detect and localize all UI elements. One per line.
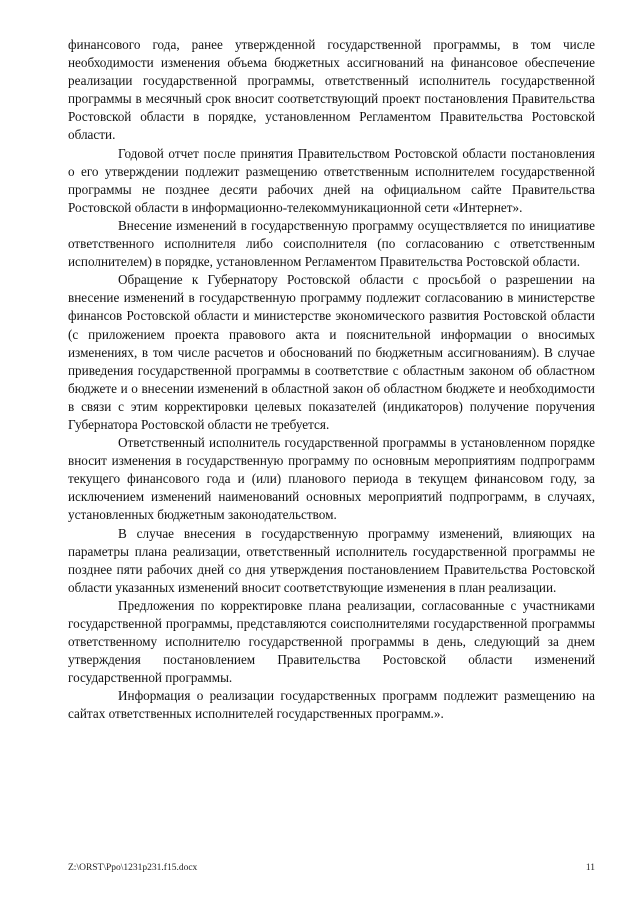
page-number: 11 (585, 863, 595, 873)
paragraph-continuation: финансового года, ранее утвержденной государственной программы, в том числе необходимости изменения объема бюджетных ассигнований на финансовое обеспечение реализации государственной программы, ответственный исполнитель государственной программы в месячный срок вносит соответствующий проект постановления Правительства Ростовской области в порядке, установленном Регламентом Правительства Ростовской области. (68, 37, 595, 143)
paragraph-executor-changes: Ответственный исполнитель государственной программы в установленном порядке вносит изменения в государственную программу по основным мероприятиям подпрограмм текущего финансового года и (или) планового периода в текущем финансовом году, за исключением изменений наименований основных мероприятий подпрограмм, в случаях, установленных бюджетным законодательством. (68, 435, 595, 523)
paragraph-plan-correction-proposals: Предложения по корректировке плана реализации, согласованные с участниками государственной программы, представляются соисполнителями государственной программы ответственному исполнителю государственной программы в день, следующий за днем утверждения постановлением Правительства Ростовской области изменений государственной программы. (68, 597, 595, 686)
paragraph-publication-info: Информация о реализации государственных программ подлежит размещению на сайтах ответственных исполнителей государственных программ.». (68, 688, 595, 722)
document-body (68, 36, 595, 724)
paragraph-annual-report: Годовой отчет после принятия Правительством Ростовской области постановления о его утверждении подлежит размещению ответственным исполнителем государственной программы не позднее десяти рабочих дней на официальном сайте Правительства Ростовской области в информационно-телекоммуникационной сети «Интернет». (68, 145, 595, 215)
footer-file-path: Z:\ORST\Ppo\1231p231.f15.docx (68, 863, 198, 873)
paragraph-governor-request: Обращение к Губернатору Ростовской области с просьбой о разрешении на внесение изменений в государственную программу подлежит согласованию в министерстве финансов Ростовской области и министерстве экономического развития Ростовской области (с приложением проекта правового акта и пояснительной информации о вносимых изменениях, в том числе расчетов и обоснований по бюджетным ассигнованиям). В случае приведения государственной программы в соответствие с областным законом об областном бюджете и о внесении изменений в областной закон об областном бюджете и необходимости в связи с этим корректировки целевых показателей (индикаторов) получение поручения Губернатора Ростовской области не требуется. (68, 272, 595, 432)
paragraph-amendment-initiative: Внесение изменений в государственную программу осуществляется по инициативе ответственного исполнителя либо соисполнителя (по согласованию с ответственным исполнителем) в порядке, установленном Регламентом Правительства Ростовской области. (68, 217, 595, 270)
paragraph-implementation-plan-changes: В случае внесения в государственную программу изменений, влияющих на параметры плана реализации, ответственный исполнитель государственной программы не позднее пяти рабочих дней со дня утверждения постановлением Правительства Ростовской области указанных изменений вносит соответствующие изменения в план реализации. (68, 525, 595, 595)
